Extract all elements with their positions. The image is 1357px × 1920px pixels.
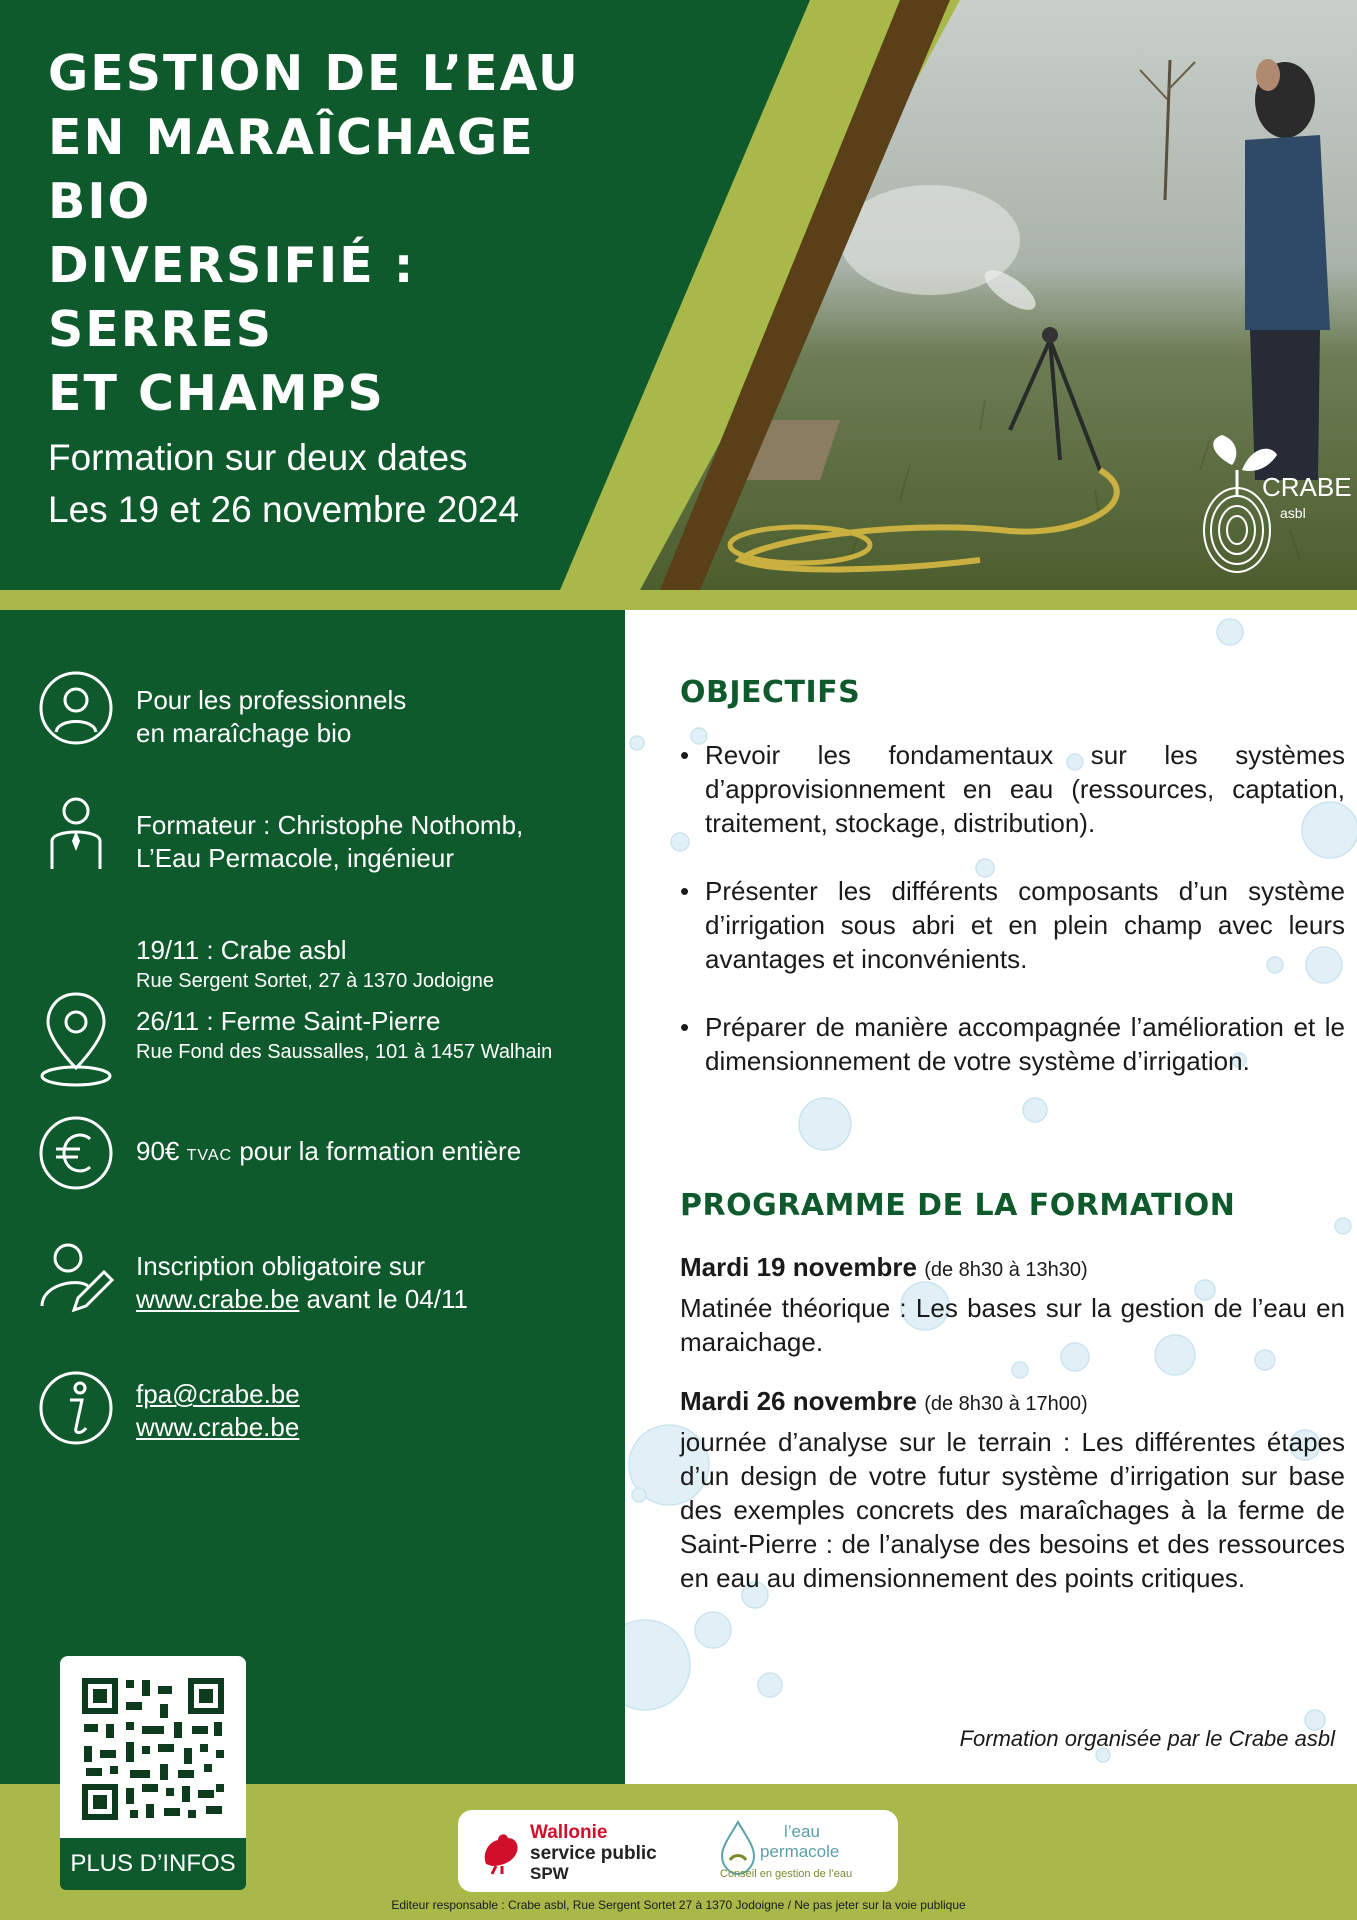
more-info-label[interactable]: PLUS D’INFOS xyxy=(60,1838,246,1890)
day-2-date: Mardi 26 novembre xyxy=(680,1386,917,1416)
registration-link[interactable]: www.crabe.be xyxy=(136,1284,300,1314)
location-2-title: 26/11 : Ferme Saint-Pierre xyxy=(136,1006,441,1036)
audience-line-2: en maraîchage bio xyxy=(136,718,352,748)
subtitle-line-2: Les 19 et 26 novembre 2024 xyxy=(48,489,520,530)
day-1-description: Matinée théorique : Les bases sur la gestion de l’eau en maraichage. xyxy=(680,1293,1345,1357)
editor-notice: Editeur responsable : Crabe asbl, Rue Sergent Sortet 27 à 1370 Jodoigne / Ne pas jeter sur la voie publique xyxy=(391,1898,966,1912)
permacole-line-1: l’eau xyxy=(784,1822,820,1841)
person-icon xyxy=(38,670,114,746)
audience-line-1: Pour les professionnels xyxy=(136,685,407,715)
trainer-line-2: L’Eau Permacole, ingénieur xyxy=(136,843,454,873)
trainer-icon xyxy=(38,795,114,871)
price-tax-label: TVAC xyxy=(186,1147,233,1164)
trainer-line-1: Formateur : Christophe Nothomb, xyxy=(136,810,524,840)
organised-by: Formation organisée par le Crabe asbl xyxy=(959,1726,1335,1751)
crabe-logo-suffix: asbl xyxy=(1280,505,1306,521)
registration-deadline: avant le 04/11 xyxy=(306,1284,468,1314)
contact-website-link[interactable]: www.crabe.be xyxy=(136,1412,300,1442)
location-1-title: 19/11 : Crabe asbl xyxy=(136,935,347,965)
wallonie-line-3: SPW xyxy=(530,1864,569,1883)
location-pin-icon xyxy=(38,990,114,1090)
wallonie-line-1: Wallonie xyxy=(530,1822,608,1843)
page-title: GESTION DE L’EAU EN MARAÎCHAGE BIO DIVERSIFIÉ : SERRES ET CHAMPS xyxy=(48,45,580,422)
day-2-description: journée d’analyse sur le terrain : Les différentes étapes d’un design de votre futur système d’irrigation sur base des exemples concrets des maraîchages à la ferme de Saint-Pierre : de l’analyse des besoins et des ressources en eau au dimensionnement des points critiques. xyxy=(680,1427,1345,1593)
programme-title: PROGRAMME DE LA FORMATION xyxy=(680,1188,1236,1223)
main-content xyxy=(625,610,1357,1784)
info-sidebar xyxy=(0,610,625,1784)
day-2-time: (de 8h30 à 17h00) xyxy=(924,1393,1088,1415)
objective-item: • Revoir les fondamentaux sur les systèmes d’approvisionnement en eau (ressources, captation, traitement, stockage, distribution). xyxy=(680,738,1345,840)
header-banner xyxy=(0,0,1357,590)
separator-stripe xyxy=(0,590,1357,610)
euro-icon xyxy=(38,1115,114,1191)
crabe-logo-name: CRABE xyxy=(1262,472,1352,502)
price-text: pour la formation entière xyxy=(239,1136,522,1166)
permacole-line-2: permacole xyxy=(760,1842,840,1861)
subtitle-line-1: Formation sur deux dates xyxy=(48,437,468,478)
user-edit-icon xyxy=(38,1240,114,1316)
day-1-date: Mardi 19 novembre xyxy=(680,1252,917,1282)
location-2-address: Rue Fond des Saussalles, 101 à 1457 Walhain xyxy=(136,1041,553,1063)
rooster-icon xyxy=(476,1826,526,1876)
permacole-tagline: Conseil en gestion de l’eau xyxy=(720,1868,853,1880)
objectives-list xyxy=(680,738,1345,1112)
objective-item: • Présenter les différents composants d’un système d’irrigation sous abri et en plein champ avec leurs avantages et inconvénients. xyxy=(680,874,1345,976)
wallonie-line-2: service public xyxy=(530,1843,657,1864)
qr-code-icon xyxy=(60,1656,246,1842)
price-amount: 90€ xyxy=(136,1136,180,1166)
qr-code[interactable] xyxy=(60,1656,246,1856)
day-1-time: (de 8h30 à 13h30) xyxy=(924,1259,1088,1281)
partner-logos xyxy=(458,1810,898,1892)
objectives-title: OBJECTIFS xyxy=(680,675,861,710)
location-1-address: Rue Sergent Sortet, 27 à 1370 Jodoigne xyxy=(136,970,495,992)
programme-day-2 xyxy=(680,1384,1345,1595)
registration-line-1: Inscription obligatoire sur xyxy=(136,1251,426,1281)
objective-item: • Préparer de manière accompagnée l’amélioration et le dimensionnement de votre système d’irrigation. xyxy=(680,1010,1345,1078)
contact-email-link[interactable]: fpa@crabe.be xyxy=(136,1379,300,1409)
info-icon xyxy=(38,1370,114,1446)
subtitle xyxy=(48,432,519,536)
programme-day-1 xyxy=(680,1250,1345,1359)
